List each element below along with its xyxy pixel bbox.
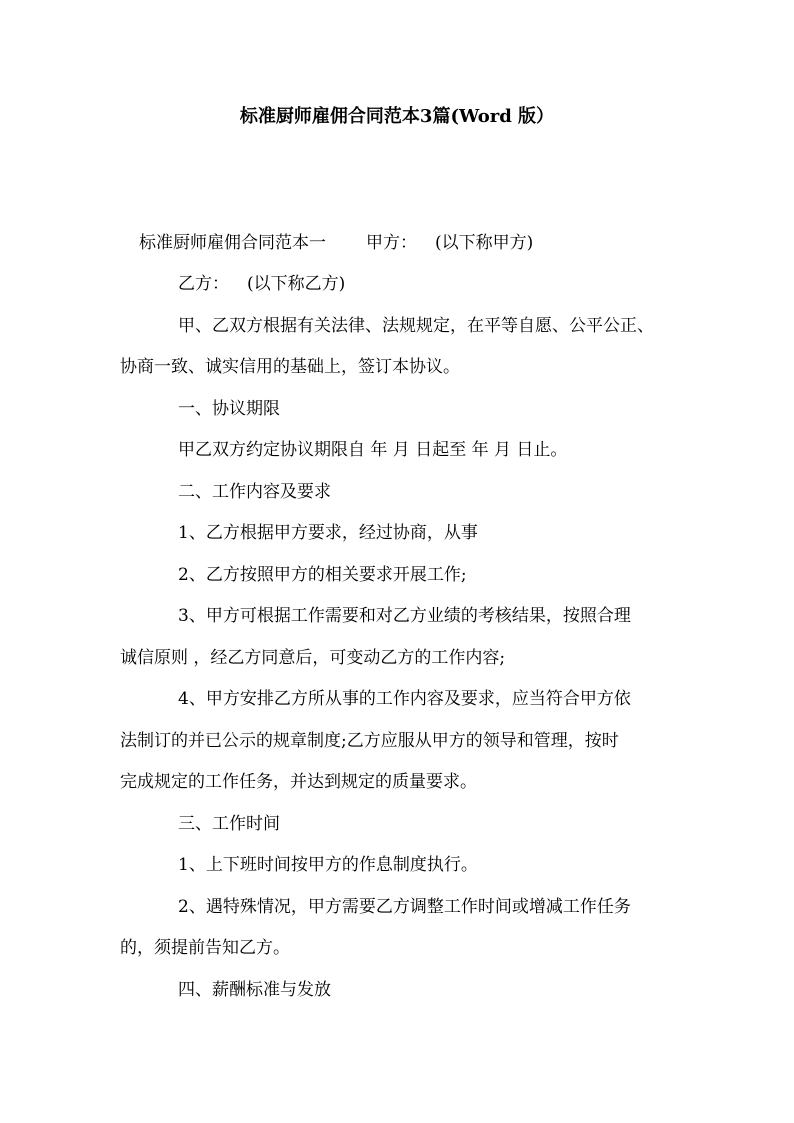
- contract-name: 标准厨师雇佣合同范本一: [139, 233, 326, 253]
- paragraph-line: 甲、乙双方根据有关法律、法规规定，在平等自愿、公平公正、: [178, 316, 654, 336]
- paragraph-line: 法制订的并已公示的规章制度;乙方应服从甲方的领导和管理，按时: [120, 731, 619, 751]
- paragraph-line: 3、甲方可根据工作需要和对乙方业绩的考核结果，按照合理: [178, 606, 631, 626]
- party-b-line: [178, 273, 345, 295]
- section-heading: 二、工作内容及要求: [178, 482, 331, 502]
- paragraph-line: 的，须提前告知乙方。: [120, 938, 290, 958]
- section-heading: 四、薪酬标准与发放: [178, 980, 331, 1000]
- party-a-note: (以下称甲方): [435, 233, 534, 253]
- paragraph-line: 完成规定的工作任务，并达到规定的质量要求。: [120, 772, 477, 792]
- party-a-label: 甲方：: [366, 233, 417, 253]
- paragraph-line: 诚信原则 ，经乙方同意后，可变动乙方的工作内容;: [120, 648, 506, 668]
- paragraph-line: 2、遇特殊情况，甲方需要乙方调整工作时间或增减工作任务: [178, 897, 631, 917]
- section-heading: 三、工作时间: [178, 814, 280, 834]
- paragraph-line: 协商一致、诚实信用的基础上，签订本协议。: [120, 357, 460, 377]
- paragraph-line: 4、甲方安排乙方所从事的工作内容及要求，应当符合甲方依: [178, 689, 631, 709]
- document-title: 标准厨师雇佣合同范本3篇(Word 版）: [239, 106, 555, 127]
- party-b-note: (以下称乙方): [247, 274, 346, 294]
- section-heading: 一、协议期限: [178, 399, 280, 419]
- paragraph-line: 甲乙双方约定协议期限自 年 月 日起至 年 月 日止。: [178, 440, 568, 460]
- contract-header-line: [139, 232, 533, 254]
- party-b-label: 乙方：: [178, 274, 229, 294]
- paragraph-line: 1、乙方根据甲方要求，经过协商，从事: [178, 523, 478, 543]
- paragraph-line: 2、乙方按照甲方的相关要求开展工作;: [178, 565, 467, 585]
- paragraph-line: 1、上下班时间按甲方的作息制度执行。: [178, 855, 478, 875]
